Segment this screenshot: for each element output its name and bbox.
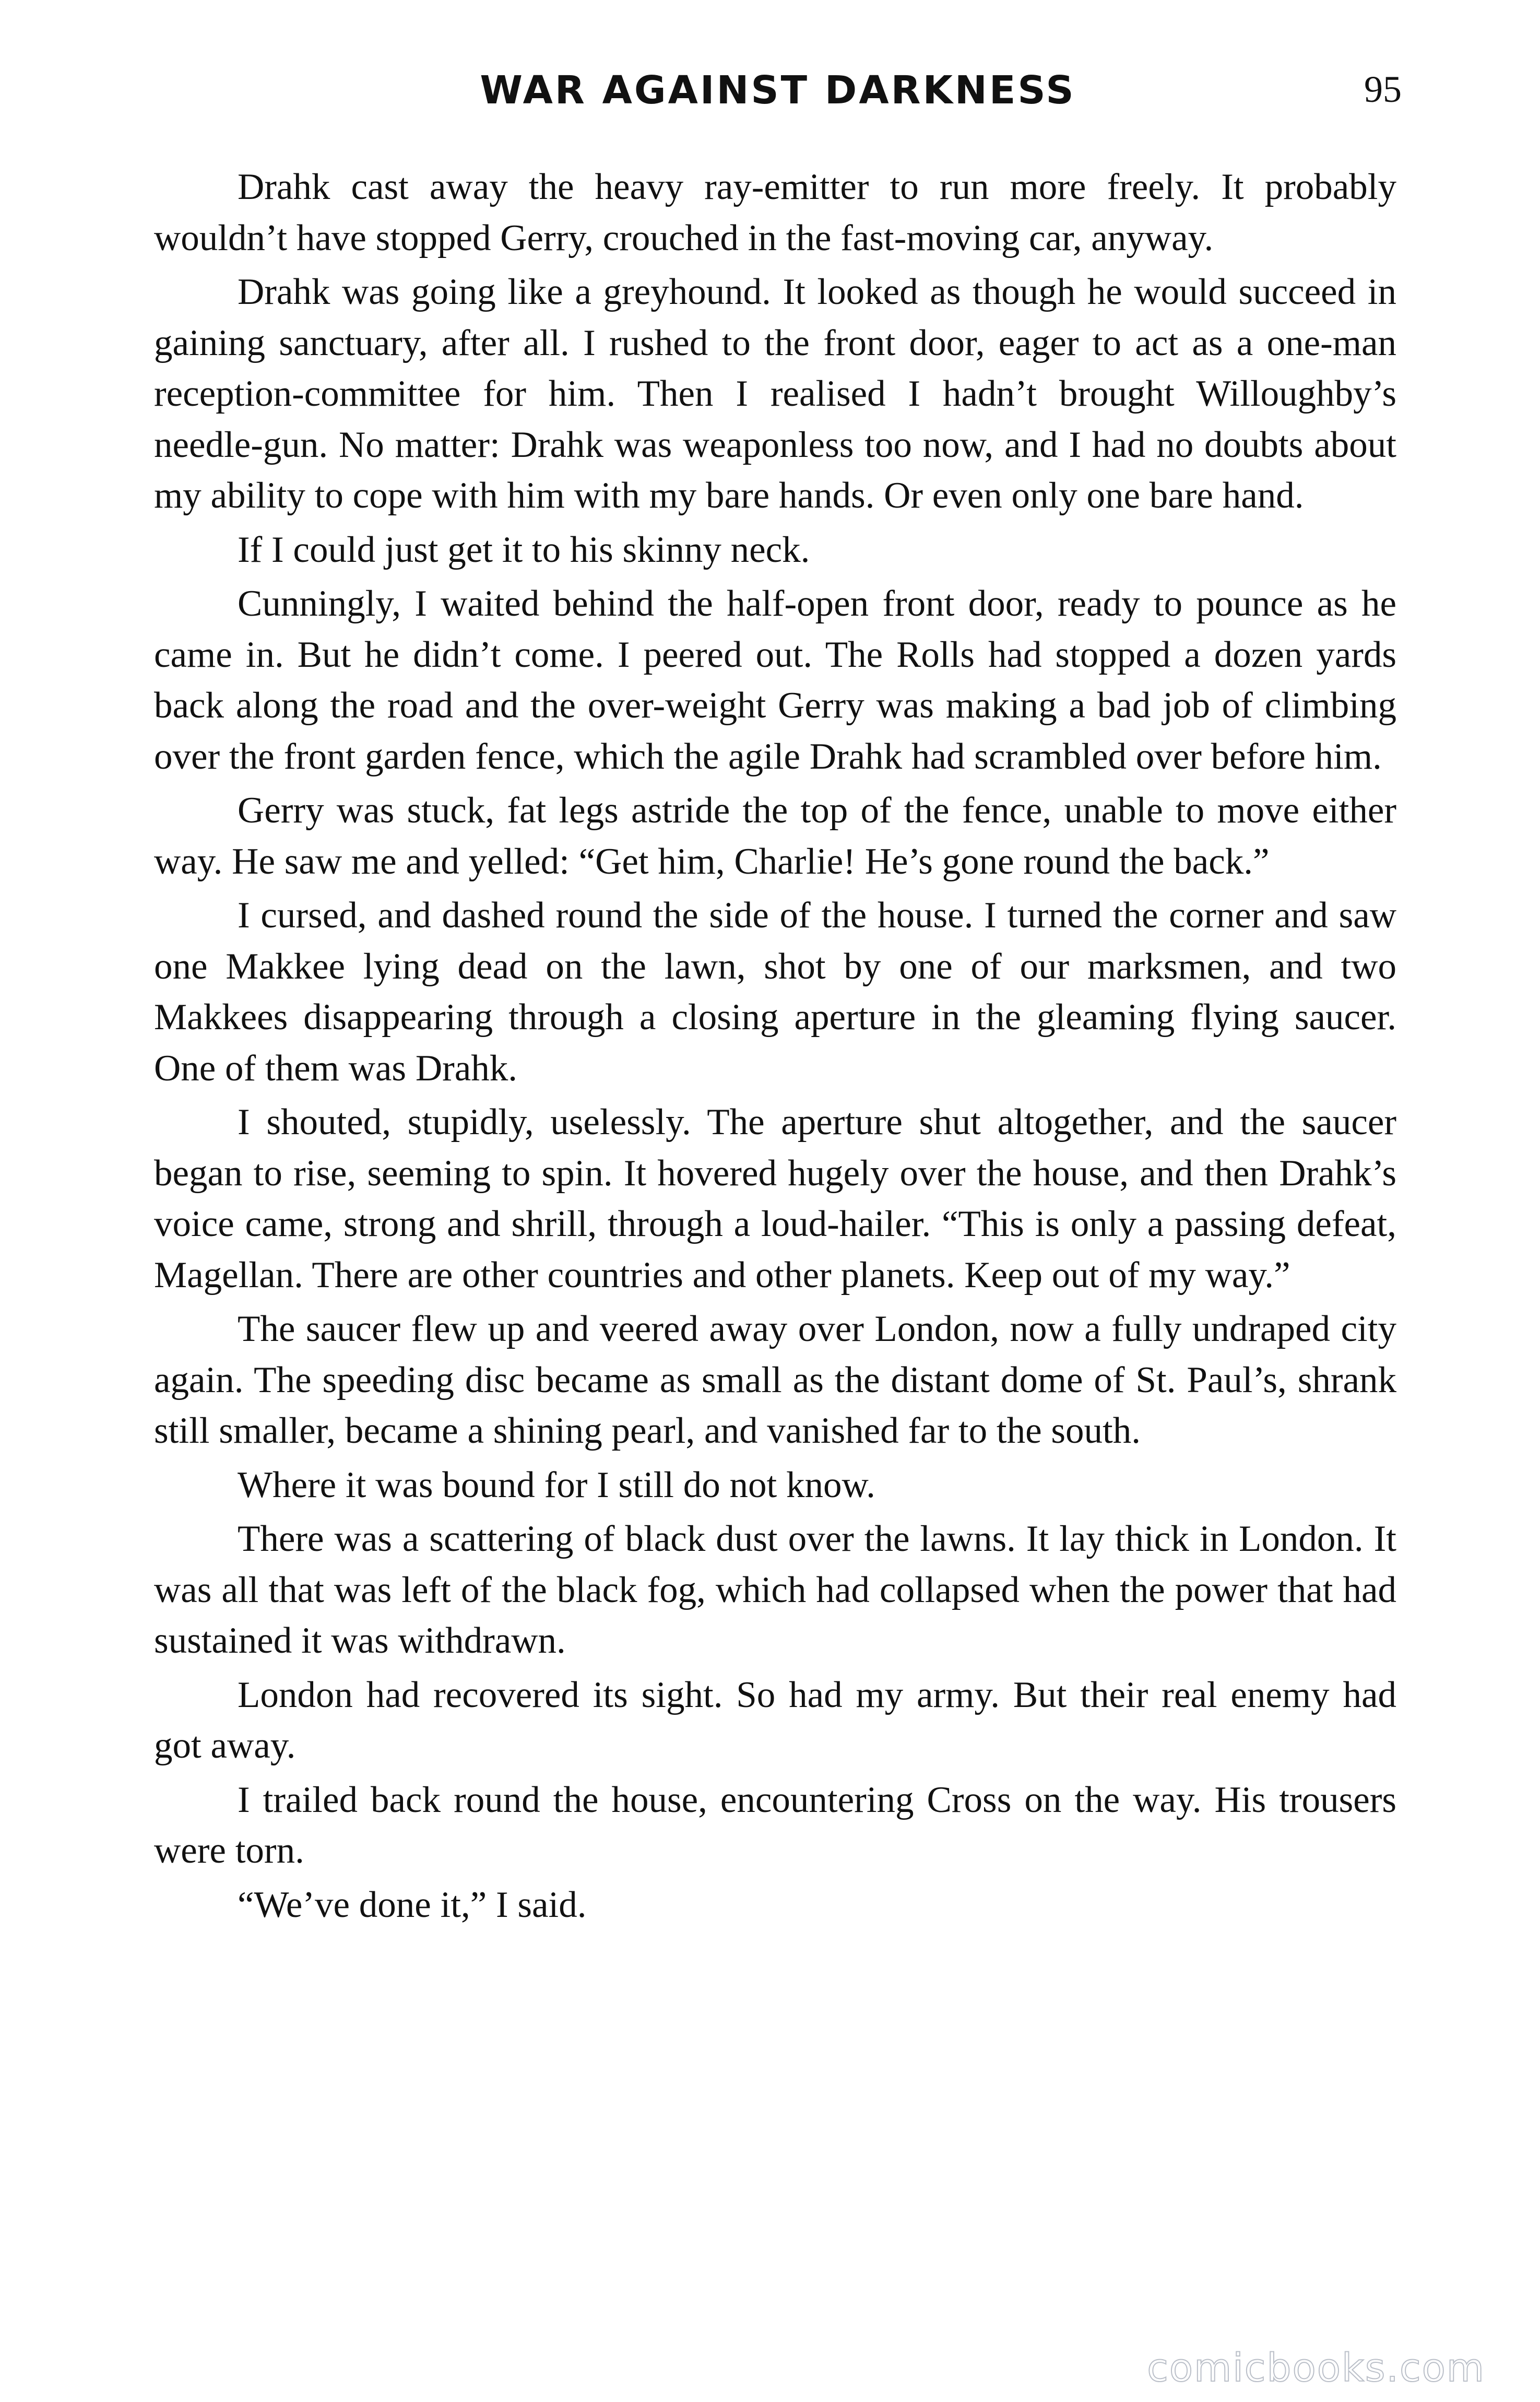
body-text [154, 162, 1396, 1934]
page-number: 95 [1364, 68, 1402, 110]
paragraph: The saucer flew up and veered away over London, now a fully undraped city again. The speeding disc became as small as the distant dome of St. Paul’s, shrank still smaller, became a shining pearl, and vanished far to the south. [154, 1309, 1396, 1451]
paragraph: I shouted, stupidly, uselessly. The aperture shut altogether, and the saucer began to rise, seeming to spin. It hovered hugely over the house, and then Drahk’s voice came, strong and shrill, through a loud-hailer. “This is only a passing defeat, Magellan. There are other countries and other planets. Keep out of my way.” [154, 1102, 1396, 1296]
paragraph: Cunningly, I waited behind the half-open front door, ready to pounce as he came in. But he didn’t come. I peered out. The Rolls had stopped a dozen yards back along the road and the over-weight Gerry was making a bad job of climbing over the front garden fence, which the agile Drahk had scrambled over before him. [154, 583, 1396, 777]
paragraph: If I could just get it to his skinny neck. [238, 529, 810, 570]
running-title: WAR AGAINST DARKNESS [480, 68, 1076, 113]
paragraph: Where it was bound for I still do not know. [238, 1464, 875, 1505]
paragraph: London had recovered its sight. So had my army. But their real enemy had got away. [154, 1674, 1396, 1766]
paragraph: Drahk was going like a greyhound. It looked as though he would succeed in gaining sanctuary, after all. I rushed to the front door, eager to act as a one-man reception-committee for him. Then I realised I hadn’t brought Willoughby’s needle-gun. No matter: Drahk was weaponless too now, and I had no doubts about my ability to cope with him with my bare hands. Or even only one bare hand. [154, 272, 1396, 516]
watermark: comicbooks.com [1147, 2346, 1485, 2391]
paragraph: Drahk cast away the heavy ray-emitter to run more freely. It probably wouldn’t have stopped Gerry, crouched in the fast-moving car, anyway. [154, 167, 1396, 258]
paragraph: “We’ve done it,” I said. [238, 1884, 587, 1925]
paragraph: I cursed, and dashed round the side of the house. I turned the corner and saw one Makkee lying dead on the lawn, shot by one of our marksmen, and two Makkees disappearing through a closing aperture in the gleaming flying saucer. One of them was Drahk. [154, 895, 1396, 1089]
running-head [154, 68, 1402, 125]
paragraph: Gerry was stuck, fat legs astride the top of the fence, unable to move either way. He saw me and yelled: “Get him, Charlie! He’s gone round the back.” [154, 790, 1396, 882]
paragraph: There was a scattering of black dust over the lawns. It lay thick in London. It was all that was left of the black fog, which had collapsed when the power that had sustained it was withdrawn. [154, 1518, 1396, 1661]
paragraph: I trailed back round the house, encountering Cross on the way. His trousers were torn. [154, 1779, 1396, 1871]
